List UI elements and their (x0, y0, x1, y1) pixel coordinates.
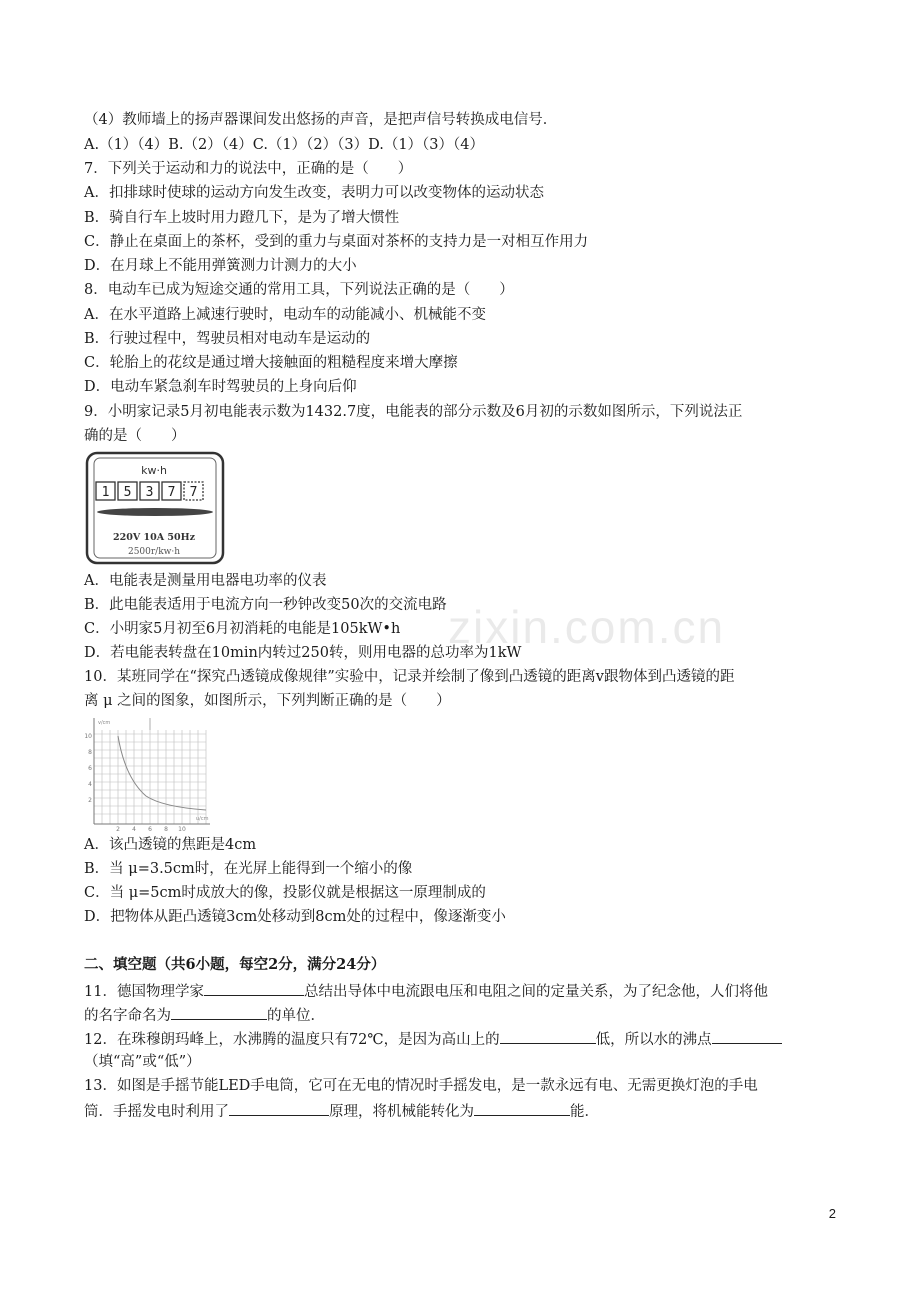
option-10a: A．该凸透镜的焦距是4cm (84, 837, 257, 853)
meter-digit: 1 (101, 485, 110, 500)
meter-digit: 3 (145, 485, 154, 500)
section-heading: 二、填空题（共6小题，每空2分，满分24分） (84, 956, 386, 973)
question-11-cont (84, 1004, 325, 1026)
question-12-cont: （填“高”或“低”） (84, 1054, 201, 1070)
option-9a: A．电能表是测量用电器电功率的仪表 (84, 573, 327, 589)
answer-blank[interactable] (171, 1004, 267, 1020)
option-7d: D．在月球上不能用弹簧测力计测力的大小 (84, 258, 357, 274)
question-11-text: 总结出导体中电流跟电压和电阻之间的定量关系，为了纪念他，人们将他 (303, 984, 768, 1000)
question-10: 10．某班同学在“探究凸透镜成像规律”实验中，记录并绘制了像到凸透镜的距离v跟物体到凸透镜的距 (84, 669, 735, 685)
question-13-cont (84, 1100, 599, 1122)
answer-blank[interactable] (474, 1100, 570, 1116)
question-13-text: 能． (570, 1104, 599, 1120)
question-12-text: 低，所以水的沸点 (595, 1032, 712, 1048)
meter-unit: kw·h (141, 464, 167, 477)
y-tick-label: 6 (88, 765, 92, 772)
question-12 (84, 1028, 782, 1050)
meter-disc (97, 508, 213, 516)
option-10d: D．把物体从距凸透镜3cm处移动到8cm处的过程中，像逐渐变小 (84, 909, 506, 925)
question-8: 8．电动车已成为短途交通的常用工具，下列说法正确的是（ ） (84, 282, 514, 298)
lens-graph-figure (84, 716, 216, 832)
options-line: A.（1）（4）B.（2）（4）C.（1）（2）（3）D.（1）（3）（4） (84, 137, 485, 153)
option-7a: A．扣排球时使球的运动方向发生改变，表明力可以改变物体的运动状态 (84, 185, 544, 201)
question-13-text: 筒．手摇发电时利用了 (84, 1104, 229, 1120)
option-8d: D．电动车紧急刹车时驾驶员的上身向后仰 (84, 379, 357, 395)
question-7: 7．下列关于运动和力的说法中，正确的是（ ） (84, 161, 413, 177)
x-axis-label: u/cm (196, 816, 209, 822)
y-tick-label: 8 (88, 749, 92, 756)
y-tick-label: 10 (84, 733, 92, 740)
option-10b: B．当 μ=3.5cm时，在光屏上能得到一个缩小的像 (84, 861, 413, 877)
y-axis-label: v/cm (98, 720, 111, 726)
question-11-text: 11．德国物理学家 (84, 984, 204, 1000)
meter-digit: 5 (123, 485, 132, 500)
question-11-text: 的单位． (267, 1008, 325, 1024)
option-10c: C．当 μ=5cm时成放大的像，投影仪就是根据这一原理制成的 (84, 885, 486, 901)
meter-revolutions: 2500r/kw·h (127, 547, 181, 557)
option-9c: C．小明家5月初至6月初消耗的电能是105kW•h (84, 621, 401, 637)
answer-blank[interactable] (500, 1028, 596, 1044)
option-9d: D．若电能表转盘在10min内转过250转，则用电器的总功率为1kW (84, 645, 522, 661)
question-13-text: 原理，将机械能转化为 (329, 1104, 474, 1120)
watermark: zixin.com.cn (448, 601, 726, 653)
option-8c: C．轮胎上的花纹是通过增大接触面的粗糙程度来增大摩擦 (84, 355, 458, 371)
option-9b: B．此电能表适用于电流方向一秒钟改变50次的交流电路 (84, 597, 447, 613)
question-9: 9．小明家记录5月初电能表示数为1432.7度，电能表的部分示数及6月初的示数如图所示，下列说法正 (84, 404, 743, 420)
question-11-text: 的名字命名为 (84, 1008, 171, 1024)
answer-blank[interactable] (204, 980, 304, 996)
meter-digit: 7 (189, 485, 198, 500)
answer-blank[interactable] (229, 1100, 329, 1116)
question-12-text: 12．在珠穆朗玛峰上，水沸腾的温度只有72℃，是因为高山上的 (84, 1032, 500, 1048)
answer-blank[interactable] (712, 1028, 782, 1044)
y-tick-label: 2 (88, 797, 92, 804)
question-11 (84, 980, 768, 1002)
image-distance-curve (118, 736, 206, 810)
question-9-cont: 确的是（ ） (84, 428, 186, 444)
option-7b: B．骑自行车上坡时用力蹬几下，是为了增大惯性 (84, 210, 400, 226)
y-tick-label: 4 (88, 781, 92, 788)
question-10-cont: 离 μ 之间的图象，如图所示，下列判断正确的是（ ） (84, 693, 451, 709)
x-tick-label: 8 (164, 826, 168, 832)
question-13: 13．如图是手摇节能LED手电筒，它可在无电的情况时手摇发电，是一款永远有电、无需更换灯泡的手电 (84, 1078, 758, 1094)
x-tick-label: 4 (132, 826, 136, 832)
x-tick-label: 2 (116, 826, 120, 832)
electric-meter-figure (84, 450, 226, 566)
x-tick-label: 10 (178, 826, 186, 832)
page-number: 2 (828, 1206, 836, 1221)
meter-spec: 220V 10A 50Hz (113, 532, 195, 543)
x-tick-label: 6 (148, 826, 152, 832)
text-line: （4）教师墙上的扬声器课间发出悠扬的声音，是把声信号转换成电信号． (84, 112, 558, 128)
option-8a: A．在水平道路上减速行驶时，电动车的动能减小、机械能不变 (84, 307, 486, 323)
graph-grid (94, 730, 206, 824)
option-7c: C．静止在桌面上的茶杯，受到的重力与桌面对茶杯的支持力是一对相互作用力 (84, 234, 589, 250)
meter-digit: 7 (167, 485, 176, 500)
option-8b: B．行驶过程中，驾驶员相对电动车是运动的 (84, 331, 371, 347)
